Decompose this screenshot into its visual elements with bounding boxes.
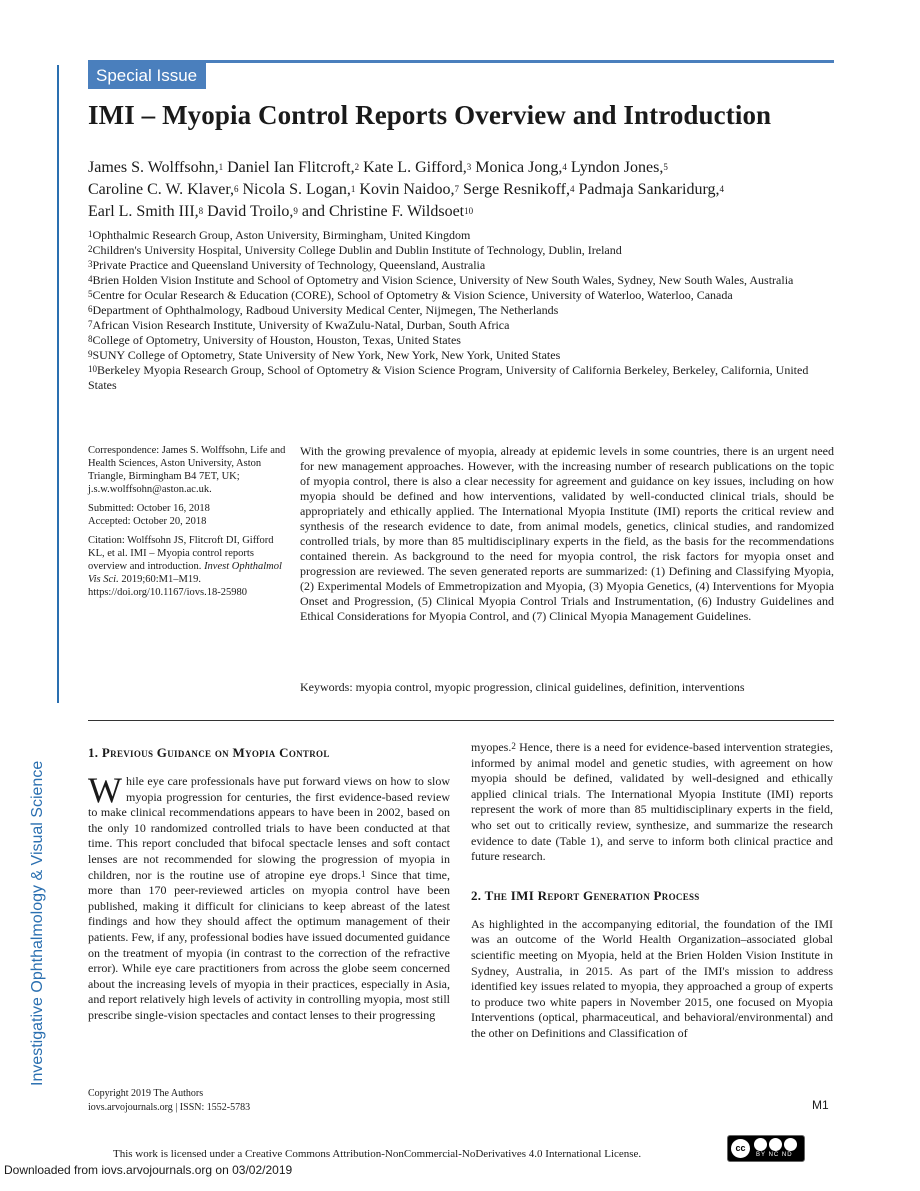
affiliation-text: Children's University Hospital, University College Dublin and Dublin Institute of Technology, Dublin, Ireland — [92, 243, 622, 257]
author-name: David Troilo, — [207, 203, 294, 220]
abstract — [300, 444, 834, 624]
cc-license-badge[interactable] — [727, 1135, 805, 1162]
submitted-date: Submitted: October 16, 2018 — [88, 503, 210, 514]
section-1-text-a: hile eye care professionals have put forward views on how to slow myopia progression for centuries, the first evidence-based review to make clinical recommendations appears to have been in 2002, based on the only 10 randomized controlled trials to have been conducted at that time. This report concluded that bifocal spectacle lenses and soft contact lenses are not recommended for slowing the progression of myopia in children, nor is the routine use of atropine eye drops. — [88, 774, 450, 882]
journal-issn: iovs.arvojournals.org | ISSN: 1552-5783 — [88, 1102, 251, 1113]
author-affiliation-mark: 5 — [663, 162, 668, 172]
column-left — [88, 740, 450, 1024]
affiliation-item — [88, 288, 836, 303]
affiliation-text: Berkeley Myopia Research Group, School of Optometry & Vision Science Program, University of California Berkeley, Berkeley, California, United States — [88, 363, 809, 392]
author-name: Lyndon Jones, — [570, 159, 664, 176]
author-name: Caroline C. W. Klaver, — [88, 181, 234, 198]
article-title: IMI – Myopia Control Reports Overview and Introduction — [88, 100, 772, 130]
author-name: Kate L. Gifford, — [363, 159, 467, 176]
nd-icon — [784, 1138, 797, 1151]
affiliation-number: 3 — [88, 259, 93, 269]
section-2-title: 2. The IMI Report Generation Process — [471, 887, 700, 903]
section-1-text-c: myopes. — [471, 740, 512, 754]
affiliation-number: 5 — [88, 289, 93, 299]
author-affiliation-mark: 10 — [464, 206, 474, 216]
drop-cap: W — [88, 770, 122, 810]
reference-1[interactable]: 1 — [361, 868, 366, 879]
author-affiliation-mark: 8 — [198, 206, 204, 216]
author-affiliation-mark: 4 — [719, 184, 724, 194]
section-1-paragraph — [88, 770, 451, 1024]
affiliation-number: 4 — [88, 274, 93, 284]
section-divider — [88, 720, 834, 721]
cc-condition-icons — [754, 1138, 804, 1152]
affiliation-number: 6 — [88, 304, 93, 314]
author-name: Daniel Ian Flitcroft, — [227, 159, 355, 176]
author-affiliation-mark: 3 — [466, 162, 472, 172]
affiliation-item — [88, 243, 836, 258]
affiliation-text: Brien Holden Vision Institute and School of Optometry and Vision Science, University of New South Wales, Sydney, New South Wales, Australia — [92, 273, 794, 287]
affiliation-text: African Vision Research Institute, University of KwaZulu-Natal, Durban, South Africa — [92, 318, 510, 332]
author-name: Serge Resnikoff, — [463, 181, 570, 198]
section-2-paragraph: As highlighted in the accompanying editorial, the foundation of the IMI was an outcome of the World Health Organization–associated global scientific meeting on Myopia, held at the Brien Holden Vision Institute in Sydney, Australia, in 2015. As part of the IMI's mission to address identified key issues related to myopia, they approached a group of experts to produce two white papers in November 2015, one focused on Myopia Interventions (optical, pharmaceutical, and behavioral/environmental) and the other on Definitions and Classification of — [471, 916, 833, 1040]
author-name: Kovin Naidoo, — [359, 181, 455, 198]
article-metadata — [88, 444, 288, 605]
affiliation-number: 1 — [88, 229, 93, 239]
affiliation-text: Department of Ophthalmology, Radboud University Medical Center, Nijmegen, The Netherlands — [92, 303, 559, 317]
section-1-text-b: Since that time, more than 170 peer-reviewed articles on myopia control have been published, making it difficult for clinicians to keep abreast of the latest findings and how they should affect the optimum management of their patients. Few, if any, professional bodies have issued documented guidance on the treatment of myopia (in contrast to the correction of the refractive error). While eye care practitioners from across the globe seem concerned about the increasing levels of myopia in their practices, especially in Asia, and report relatively high levels of activity in controlling myopia, most still prescribe single-vision spectacles and contact lenses to their progressing — [88, 867, 451, 1022]
column-right — [471, 740, 833, 1042]
affiliation-text: Ophthalmic Research Group, Aston University, Birmingham, United Kingdom — [92, 228, 471, 242]
accepted-date: Accepted: October 20, 2018 — [88, 516, 207, 527]
author-name: James S. Wolffsohn, — [88, 159, 219, 176]
section-1-continued — [471, 740, 833, 865]
affiliation-number: 9 — [88, 349, 93, 359]
abstract-text: With the growing prevalence of myopia, already at epidemic levels in some countries, there is an urgent need for new management approaches. However, with the increasing number of research publications on the topic of myopia control, there is also a clear necessity for agreement and guidance on key issues, including on how myopia should be defined and how interventions, validated by well-conducted clinical trials, should be appropriately and ethically applied. The International Myopia Institute (IMI) reports the critical review and synthesis of the research evidence to date, from animal models, genetics, clinical studies, and randomized controlled trials, by more than 85 multidisciplinary experts in the field, as the basis for the recommendations contained therein. As background to the need for myopia control, the risk factors for myopia onset and progression are reviewed. The seven generated reports are summarized: (1) Defining and Classifying Myopia, (2) Experimental Models of Emmetropization and Myopia, (3) Myopia Genetics, (4) Interventions for Myopia Onset and Progression, (5) Clinical Myopia Control Trials and Instrumentation, (6) Industry Guidelines and Ethical Considerations for Myopia Control, and (7) Clinical Myopia Management Guidelines. — [300, 444, 834, 623]
affiliation-number: 2 — [88, 244, 93, 254]
author-affiliation-mark: 4 — [562, 162, 567, 172]
author-name: Padmaja Sankaridurg, — [578, 181, 720, 198]
journal-side-title: Investigative Ophthalmology & Visual Science — [29, 760, 46, 1086]
side-rule — [57, 65, 59, 703]
author-affiliation-mark: 4 — [569, 184, 575, 194]
author-affiliation-mark: 2 — [354, 162, 360, 172]
affiliation-item — [88, 273, 836, 288]
author-affiliation-mark: 7 — [454, 184, 460, 194]
author-name: and Christine F. Wildsoet — [301, 203, 465, 220]
affiliation-item — [88, 333, 836, 348]
affiliation-text: College of Optometry, University of Houston, Houston, Texas, United States — [92, 333, 461, 347]
section-1-title: 1. Previous Guidance on Myopia Control — [88, 745, 330, 760]
affiliation-number: 10 — [88, 364, 97, 374]
reference-2[interactable]: 2 — [511, 741, 516, 751]
author-name: Monica Jong, — [475, 159, 563, 176]
nc-icon — [769, 1138, 782, 1151]
keywords: Keywords: myopia control, myopic progression, clinical guidelines, definition, interventions — [300, 680, 745, 694]
by-icon — [754, 1138, 767, 1151]
citation — [88, 534, 288, 599]
affiliation-item — [88, 363, 836, 393]
copyright-block — [88, 1087, 388, 1115]
affiliation-item — [88, 228, 836, 243]
correspondence: Correspondence: James S. Wolffsohn, Life and Health Sciences, Aston University, Aston Triangle, Birmingham B4 7ET, UK; j.s.w.wolffsohn@aston.ac.uk. — [88, 445, 286, 495]
affiliation-number: 7 — [88, 319, 93, 329]
license-text[interactable]: This work is licensed under a Creative Commons Attribution-NonCommercial-NoDerivatives 4.0 International License. — [113, 1148, 642, 1160]
citation-prefix: Citation: Wolffsohn JS, Flitcroft DI, Gifford KL, et al. IMI – Myopia control reports overview and introduction. — [88, 535, 274, 572]
affiliation-number: 8 — [88, 334, 93, 344]
affiliation-item — [88, 348, 836, 363]
cc-badge-text: BY NC ND — [756, 1152, 793, 1158]
author-name: Earl L. Smith III, — [88, 203, 199, 220]
section-1-text-d: Hence, there is a need for evidence-based intervention strategies, informed by animal model and genetic studies, with agreement on how myopia should be defined, validated by well-designed and ethically applied clinical trials. The International Myopia Institute (IMI) reports represent the work of more than 85 multidisciplinary experts in the field, who set out to critically review, synthesize, and summarize the research evidence to date (Table 1), and serve to inform both clinical practice and future research. — [471, 740, 833, 864]
copyright: Copyright 2019 The Authors — [88, 1088, 204, 1099]
citation-suffix: 2019;60:M1–M19. https://doi.org/10.1167/iovs.18-25980 — [88, 574, 247, 598]
author-name: Nicola S. Logan, — [242, 181, 351, 198]
affiliation-text: Private Practice and Queensland University of Technology, Queensland, Australia — [92, 258, 486, 272]
author-affiliation-mark: 9 — [293, 206, 298, 216]
author-affiliation-mark: 1 — [218, 162, 224, 172]
download-notice: Downloaded from iovs.arvojournals.org on 03/02/2019 — [4, 1163, 293, 1177]
affiliation-item — [88, 303, 836, 318]
author-affiliation-mark: 1 — [350, 184, 356, 194]
author-affiliation-mark: 6 — [234, 184, 239, 194]
affiliation-item — [88, 258, 836, 273]
cc-logo-icon: cc — [731, 1139, 750, 1158]
affiliation-text: Centre for Ocular Research & Education (CORE), School of Optometry & Vision Science, University of Waterloo, Waterloo, Canada — [92, 288, 733, 302]
author-list — [88, 157, 848, 223]
affiliation-text: SUNY College of Optometry, State University of New York, New York, New York, United States — [92, 348, 561, 362]
special-issue-badge: Special Issue — [88, 62, 206, 89]
affiliation-list — [88, 228, 836, 393]
page-number: M1 — [812, 1098, 829, 1112]
affiliation-item — [88, 318, 836, 333]
citation-journal: Invest Ophthalmol Vis Sci. — [88, 561, 282, 585]
